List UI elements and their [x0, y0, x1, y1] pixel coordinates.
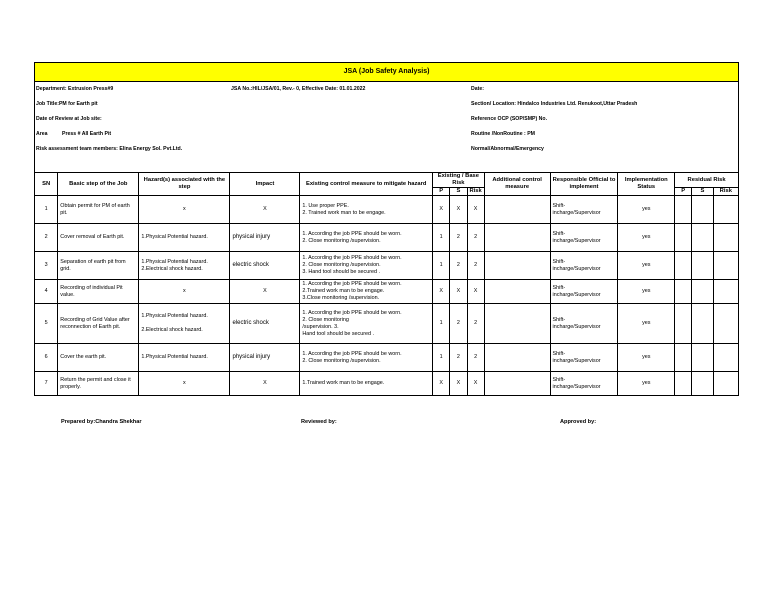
cell-residual-risk [713, 196, 738, 224]
cell-impact: X [230, 372, 300, 396]
cell-residual-p [675, 224, 692, 252]
jsa-table-body [35, 196, 739, 396]
cell-hazard: x [139, 196, 230, 224]
table-row [35, 252, 739, 280]
cell-responsible: Shift- incharge/Supervisor [550, 196, 618, 224]
header-info [34, 82, 739, 172]
section-location: Section/ Location: Hindalco Industries Ltd. Renukoot,Uttar Pradesh [471, 101, 638, 107]
cell-existing-s: 2 [450, 344, 467, 372]
cell-responsible: Shift- incharge/Supervisor [550, 372, 618, 396]
col-hazards: Hazard(s) associated with the step [139, 173, 230, 196]
cell-additional-control [484, 224, 550, 252]
cell-basic-step: Recording of individual Pit value. [58, 280, 139, 304]
cell-existing-p: 1 [433, 224, 450, 252]
cell-sn: 7 [35, 372, 58, 396]
cell-existing-control: 1. According the job PPE should be worn. 2. Close monitoring /supervision. [300, 344, 433, 372]
cell-implementation-status: yes [618, 280, 675, 304]
table-row [35, 196, 739, 224]
cell-hazard: 1.Physical Potential hazard. [139, 344, 230, 372]
table-row [35, 224, 739, 252]
col-residual-s: S [692, 188, 713, 196]
date-label: Date: [471, 86, 484, 92]
department: Department: Extrusion Press#9 [36, 86, 114, 92]
cell-responsible: Shift- incharge/Supervisor [550, 252, 618, 280]
cell-existing-risk: 2 [467, 344, 484, 372]
jsa-table [34, 172, 739, 396]
cell-additional-control [484, 372, 550, 396]
jsa-sheet [34, 62, 739, 396]
cell-sn: 3 [35, 252, 58, 280]
cell-residual-p [675, 304, 692, 344]
cell-hazard: 1.Physical Potential hazard. 2.Electrical shock hazard. [139, 252, 230, 280]
cell-additional-control [484, 196, 550, 224]
cell-residual-risk [713, 252, 738, 280]
cell-existing-p: X [433, 280, 450, 304]
cell-impact: X [230, 196, 300, 224]
cell-existing-p: 1 [433, 252, 450, 280]
cell-responsible: Shift- incharge/Supervisor [550, 280, 618, 304]
cell-responsible: Shift- incharge/Supervisor [550, 344, 618, 372]
cell-existing-control: 1. Use proper PPE. 2. Trained work man to be engage. [300, 196, 433, 224]
cell-existing-risk: 2 [467, 252, 484, 280]
cell-existing-control: 1. According the job PPE should be worn. 2. Close monitoring /supervision. 3. Hand tool should be secured . [300, 304, 433, 344]
cell-residual-s [692, 224, 713, 252]
routine-type: Routine /NonRoutine : PM [471, 131, 535, 137]
assessment-team: Risk assessment team members: Elina Energy Sol. Pvt.Ltd. [36, 146, 183, 152]
jsa-number: JSA No.:HIL/JSA/01, Rev.- 0, Effective Date: 01.01.2022 [231, 86, 366, 92]
table-row [35, 280, 739, 304]
cell-existing-p: 1 [433, 344, 450, 372]
cell-sn: 4 [35, 280, 58, 304]
job-title: Job Title:PM for Earth pit [36, 101, 98, 107]
cell-hazard: x [139, 372, 230, 396]
cell-existing-p: X [433, 372, 450, 396]
cell-basic-step: Cover removal of Earth pit. [58, 224, 139, 252]
cell-impact: physical injury [230, 224, 300, 252]
cell-additional-control [484, 280, 550, 304]
cell-existing-s: 2 [450, 252, 467, 280]
cell-residual-risk [713, 280, 738, 304]
cell-sn: 6 [35, 344, 58, 372]
cell-hazard: x [139, 280, 230, 304]
cell-implementation-status: yes [618, 372, 675, 396]
cell-existing-s: X [450, 372, 467, 396]
col-residual-risk: Residual Risk [675, 173, 739, 188]
cell-existing-s: 2 [450, 304, 467, 344]
table-row [35, 344, 739, 372]
col-existing-risk-value: Risk [467, 188, 484, 196]
cell-additional-control [484, 344, 550, 372]
col-implementation: Implementation Status [618, 173, 675, 196]
cell-existing-control: 1.Trained work man to be engage. [300, 372, 433, 396]
cell-implementation-status: yes [618, 196, 675, 224]
cell-residual-risk [713, 304, 738, 344]
table-row [35, 372, 739, 396]
cell-existing-risk: X [467, 196, 484, 224]
cell-sn: 2 [35, 224, 58, 252]
cell-existing-risk: 2 [467, 304, 484, 344]
cell-existing-control: 1. According the job PPE should be worn. 2.Trained work man to be engage. 3.Close monitoring /supervision. [300, 280, 433, 304]
document-title: JSA (Job Safety Analysis) [34, 62, 739, 82]
cell-additional-control [484, 252, 550, 280]
cell-residual-p [675, 372, 692, 396]
date-of-review: Date of Review at Job site: [36, 116, 102, 122]
col-impact: Impact [230, 173, 300, 196]
cell-existing-risk: X [467, 372, 484, 396]
cell-impact: physical injury [230, 344, 300, 372]
col-existing-risk: Existing / Base Risk [433, 173, 485, 188]
cell-sn: 1 [35, 196, 58, 224]
cell-residual-p [675, 280, 692, 304]
cell-impact: X [230, 280, 300, 304]
cell-hazard: 1.Physical Potential hazard. [139, 224, 230, 252]
cell-basic-step: Obtain permit for PM of earth pit. [58, 196, 139, 224]
cell-existing-s: X [450, 280, 467, 304]
cell-existing-control: 1. According the job PPE should be worn. 2. Close monitoring /supervision. [300, 224, 433, 252]
area-value: Press # All Earth Pit [62, 131, 112, 137]
cell-residual-p [675, 252, 692, 280]
table-row [35, 304, 739, 344]
cell-residual-risk [713, 372, 738, 396]
cell-basic-step: Separation of earth pit from grid. [58, 252, 139, 280]
cell-existing-risk: 2 [467, 224, 484, 252]
cell-implementation-status: yes [618, 344, 675, 372]
cell-implementation-status: yes [618, 252, 675, 280]
cell-existing-s: X [450, 196, 467, 224]
cell-existing-s: 2 [450, 224, 467, 252]
col-responsible: Responsible Official to implement [550, 173, 618, 196]
prepared-by: Prepared by:Chandra Shekhar [61, 419, 142, 425]
col-additional-control: Additional control measure [484, 173, 550, 196]
cell-responsible: Shift- incharge/Supervisor [550, 224, 618, 252]
area-label: Area [36, 131, 48, 137]
col-existing-p: P [433, 188, 450, 196]
cell-residual-p [675, 196, 692, 224]
cell-implementation-status: yes [618, 224, 675, 252]
cell-residual-s [692, 344, 713, 372]
cell-basic-step: Cover the earth pit. [58, 344, 139, 372]
col-residual-p: P [675, 188, 692, 196]
reviewed-by: Reviewed by: [301, 419, 337, 425]
cell-hazard: 1.Physical Potential hazard. 2.Electrical shock hazard. [139, 304, 230, 344]
cell-residual-s [692, 252, 713, 280]
cell-additional-control [484, 304, 550, 344]
reference-number: Reference OCP (SOP/SMP) No. [471, 116, 548, 122]
cell-basic-step: Recording of Grid Value after reconnection of Earth pit. [58, 304, 139, 344]
col-existing-control: Existing control measure to mitigate hazard [300, 173, 433, 196]
col-existing-s: S [450, 188, 467, 196]
cell-responsible: Shift- incharge/Supervisor [550, 304, 618, 344]
cell-existing-p: X [433, 196, 450, 224]
cell-existing-control: 1. According the job PPE should be worn. 2. Close monitoring /supervision. 3. Hand tool should be secured . [300, 252, 433, 280]
cell-impact: electric shock [230, 304, 300, 344]
cell-basic-step: Return the permit and close it properly. [58, 372, 139, 396]
cell-residual-risk [713, 344, 738, 372]
cell-existing-p: 1 [433, 304, 450, 344]
col-basic-step: Basic step of the Job [58, 173, 139, 196]
cell-residual-risk [713, 224, 738, 252]
col-sn: SN [35, 173, 58, 196]
cell-sn: 5 [35, 304, 58, 344]
cell-existing-risk: X [467, 280, 484, 304]
cell-residual-s [692, 304, 713, 344]
cell-residual-s [692, 196, 713, 224]
cell-residual-p [675, 344, 692, 372]
cell-impact: electric shock [230, 252, 300, 280]
operating-condition: Normal/Abnormal/Emergency [471, 146, 544, 152]
approved-by: Approved by: [560, 419, 597, 425]
cell-residual-s [692, 372, 713, 396]
cell-implementation-status: yes [618, 304, 675, 344]
col-residual-risk-value: Risk [713, 188, 738, 196]
cell-residual-s [692, 280, 713, 304]
